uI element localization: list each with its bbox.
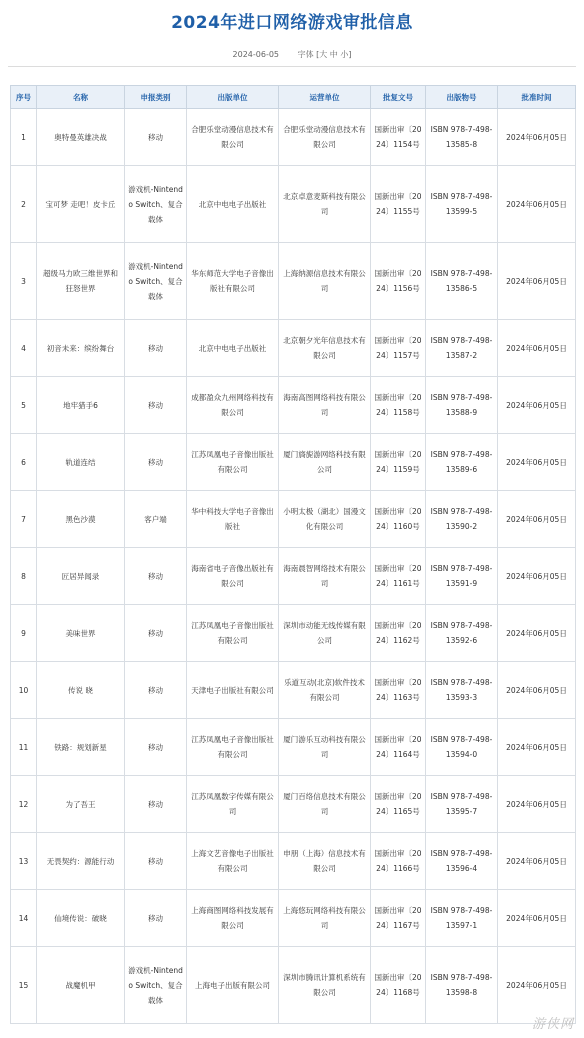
- cell-category: 游戏机-Nintendo Switch、复合载体: [125, 243, 187, 320]
- cell-index: 14: [11, 890, 37, 947]
- title-divider: [8, 66, 576, 67]
- cell-name: 仙境传说：破晓: [37, 890, 125, 947]
- cell-approval-date: 2024年06月05日: [498, 548, 576, 605]
- table-row: [11, 776, 576, 833]
- cell-operator: 深圳市腾讯计算机系统有限公司: [279, 947, 371, 1024]
- cell-operator: 厦门游乐互动科技有限公司: [279, 719, 371, 776]
- approval-table: [10, 85, 576, 1024]
- cell-isbn: ISBN 978-7-498-13588-9: [426, 377, 498, 434]
- header-index: 序号: [11, 86, 37, 109]
- cell-index: 11: [11, 719, 37, 776]
- cell-category: 移动: [125, 605, 187, 662]
- cell-index: 5: [11, 377, 37, 434]
- cell-operator: 海南高图网络科技有限公司: [279, 377, 371, 434]
- cell-publisher: 上海电子出版有限公司: [187, 947, 279, 1024]
- cell-index: 10: [11, 662, 37, 719]
- cell-publisher: 江苏凤凰电子音像出版社有限公司: [187, 434, 279, 491]
- cell-approval-date: 2024年06月05日: [498, 166, 576, 243]
- cell-index: 12: [11, 776, 37, 833]
- cell-operator: 海南晨智网络技术有限公司: [279, 548, 371, 605]
- cell-isbn: ISBN 978-7-498-13594-0: [426, 719, 498, 776]
- cell-index: 3: [11, 243, 37, 320]
- cell-index: 13: [11, 833, 37, 890]
- publish-date: 2024-06-05: [232, 50, 280, 59]
- cell-name: 传说 晓: [37, 662, 125, 719]
- cell-name: 铁路：规划新星: [37, 719, 125, 776]
- cell-approval-date: 2024年06月05日: [498, 890, 576, 947]
- cell-approval-date: 2024年06月05日: [498, 947, 576, 1024]
- cell-approval-no: 国新出审〔2024〕1166号: [371, 833, 426, 890]
- cell-name: 为了吾王: [37, 776, 125, 833]
- table-row: [11, 890, 576, 947]
- cell-publisher: 天津电子出版社有限公司: [187, 662, 279, 719]
- site-watermark: 游侠网: [531, 1017, 574, 1032]
- cell-isbn: ISBN 978-7-498-13590-2: [426, 491, 498, 548]
- cell-approval-date: 2024年06月05日: [498, 109, 576, 166]
- table-row: [11, 377, 576, 434]
- cell-name: 宝可梦 走吧！皮卡丘: [37, 166, 125, 243]
- cell-operator: 上海悠玩网络科技有限公司: [279, 890, 371, 947]
- cell-approval-date: 2024年06月05日: [498, 605, 576, 662]
- cell-approval-no: 国新出审〔2024〕1165号: [371, 776, 426, 833]
- cell-category: 移动: [125, 890, 187, 947]
- cell-index: 9: [11, 605, 37, 662]
- cell-publisher: 北京中电电子出版社: [187, 320, 279, 377]
- table-row: [11, 491, 576, 548]
- cell-isbn: ISBN 978-7-498-13595-7: [426, 776, 498, 833]
- cell-publisher: 海南省电子音像出版社有限公司: [187, 548, 279, 605]
- cell-category: 游戏机-Nintendo Switch、复合载体: [125, 947, 187, 1024]
- cell-index: 7: [11, 491, 37, 548]
- cell-publisher: 北京中电电子出版社: [187, 166, 279, 243]
- cell-category: 移动: [125, 434, 187, 491]
- cell-approval-no: 国新出审〔2024〕1159号: [371, 434, 426, 491]
- header-isbn: 出版物号: [426, 86, 498, 109]
- font-size-label: 字体: [297, 50, 314, 59]
- cell-operator: 乐道互动(北京)软件技术有限公司: [279, 662, 371, 719]
- header-publisher: 出版单位: [187, 86, 279, 109]
- cell-category: 移动: [125, 320, 187, 377]
- cell-publisher: 华中科技大学电子音像出版社: [187, 491, 279, 548]
- cell-category: 游戏机-Nintendo Switch、复合载体: [125, 166, 187, 243]
- cell-category: 移动: [125, 833, 187, 890]
- cell-operator: 上海纳源信息技术有限公司: [279, 243, 371, 320]
- cell-publisher: 华东师范大学电子音像出版社有限公司: [187, 243, 279, 320]
- cell-operator: 厦门百络信息技术有限公司: [279, 776, 371, 833]
- header-operator: 运营单位: [279, 86, 371, 109]
- table-header-row: [11, 86, 576, 109]
- header-category: 申报类别: [125, 86, 187, 109]
- cell-isbn: ISBN 978-7-498-13598-8: [426, 947, 498, 1024]
- cell-approval-date: 2024年06月05日: [498, 377, 576, 434]
- cell-publisher: 上海商图网络科技发展有限公司: [187, 890, 279, 947]
- page-title: 2024年进口网络游戏审批信息: [171, 13, 413, 33]
- cell-approval-no: 国新出审〔2024〕1157号: [371, 320, 426, 377]
- cell-publisher: 江苏凤凰电子音像出版社有限公司: [187, 719, 279, 776]
- table-row: [11, 833, 576, 890]
- cell-index: 8: [11, 548, 37, 605]
- font-size-options[interactable]: [大 中 小]: [316, 50, 352, 59]
- cell-name: 超级马力欧三维世界和狂怒世界: [37, 243, 125, 320]
- cell-approval-no: 国新出审〔2024〕1158号: [371, 377, 426, 434]
- cell-name: 无畏契约：源能行动: [37, 833, 125, 890]
- cell-isbn: ISBN 978-7-498-13593-3: [426, 662, 498, 719]
- cell-name: 美味世界: [37, 605, 125, 662]
- table-row: [11, 947, 576, 1024]
- cell-approval-no: 国新出审〔2024〕1167号: [371, 890, 426, 947]
- table-row: [11, 719, 576, 776]
- cell-approval-date: 2024年06月05日: [498, 434, 576, 491]
- cell-operator: 小明太极（湖北）国漫文化有限公司: [279, 491, 371, 548]
- cell-category: 移动: [125, 662, 187, 719]
- cell-operator: 深圳市动能无线传媒有限公司: [279, 605, 371, 662]
- cell-category: 移动: [125, 719, 187, 776]
- table-row: [11, 109, 576, 166]
- table-row: [11, 243, 576, 320]
- cell-name: 初音未来：缤纷舞台: [37, 320, 125, 377]
- header-name: 名称: [37, 86, 125, 109]
- cell-approval-no: 国新出审〔2024〕1162号: [371, 605, 426, 662]
- cell-isbn: ISBN 978-7-498-13589-6: [426, 434, 498, 491]
- cell-approval-no: 国新出审〔2024〕1156号: [371, 243, 426, 320]
- cell-category: 移动: [125, 377, 187, 434]
- cell-approval-no: 国新出审〔2024〕1155号: [371, 166, 426, 243]
- cell-approval-no: 国新出审〔2024〕1161号: [371, 548, 426, 605]
- cell-isbn: ISBN 978-7-498-13592-6: [426, 605, 498, 662]
- table-row: [11, 166, 576, 243]
- cell-publisher: 合肥乐堂动漫信息技术有限公司: [187, 109, 279, 166]
- cell-name: 奥特曼英雄决战: [37, 109, 125, 166]
- cell-operator: 北京卓意麦斯科技有限公司: [279, 166, 371, 243]
- cell-operator: 北京朝夕光年信息技术有限公司: [279, 320, 371, 377]
- cell-isbn: ISBN 978-7-498-13585-8: [426, 109, 498, 166]
- cell-index: 6: [11, 434, 37, 491]
- table-row: [11, 320, 576, 377]
- cell-approval-no: 国新出审〔2024〕1154号: [371, 109, 426, 166]
- cell-index: 4: [11, 320, 37, 377]
- cell-index: 15: [11, 947, 37, 1024]
- cell-approval-date: 2024年06月05日: [498, 320, 576, 377]
- cell-index: 2: [11, 166, 37, 243]
- table-row: [11, 605, 576, 662]
- cell-index: 1: [11, 109, 37, 166]
- article-meta: [0, 49, 584, 60]
- table-row: [11, 434, 576, 491]
- cell-approval-date: 2024年06月05日: [498, 662, 576, 719]
- cell-name: 黑色沙漠: [37, 491, 125, 548]
- cell-category: 移动: [125, 109, 187, 166]
- cell-name: 地牢猎手6: [37, 377, 125, 434]
- cell-isbn: ISBN 978-7-498-13591-9: [426, 548, 498, 605]
- cell-publisher: 江苏凤凰电子音像出版社有限公司: [187, 605, 279, 662]
- font-size-control: [298, 50, 352, 59]
- cell-name: 匠居异闻录: [37, 548, 125, 605]
- cell-operator: 合肥乐堂动漫信息技术有限公司: [279, 109, 371, 166]
- cell-approval-date: 2024年06月05日: [498, 833, 576, 890]
- header-approval-no: 批复文号: [371, 86, 426, 109]
- cell-approval-no: 国新出审〔2024〕1160号: [371, 491, 426, 548]
- cell-publisher: 成都盈众九州网络科技有限公司: [187, 377, 279, 434]
- table-row: [11, 548, 576, 605]
- header-approval-date: 批准时间: [498, 86, 576, 109]
- cell-approval-date: 2024年06月05日: [498, 776, 576, 833]
- cell-approval-no: 国新出审〔2024〕1168号: [371, 947, 426, 1024]
- cell-name: 战魔机甲: [37, 947, 125, 1024]
- cell-operator: 申朋（上海）信息技术有限公司: [279, 833, 371, 890]
- cell-isbn: ISBN 978-7-498-13599-5: [426, 166, 498, 243]
- cell-approval-no: 国新出审〔2024〕1163号: [371, 662, 426, 719]
- cell-isbn: ISBN 978-7-498-13596-4: [426, 833, 498, 890]
- cell-isbn: ISBN 978-7-498-13597-1: [426, 890, 498, 947]
- cell-name: 轨道连结: [37, 434, 125, 491]
- cell-publisher: 上海文艺音像电子出版社有限公司: [187, 833, 279, 890]
- cell-category: 移动: [125, 548, 187, 605]
- cell-category: 移动: [125, 776, 187, 833]
- cell-operator: 厦门旖旎游网络科技有限公司: [279, 434, 371, 491]
- cell-category: 客户端: [125, 491, 187, 548]
- cell-approval-no: 国新出审〔2024〕1164号: [371, 719, 426, 776]
- cell-approval-date: 2024年06月05日: [498, 491, 576, 548]
- cell-isbn: ISBN 978-7-498-13587-2: [426, 320, 498, 377]
- cell-publisher: 江苏凤凰数字传媒有限公司: [187, 776, 279, 833]
- table-row: [11, 662, 576, 719]
- cell-isbn: ISBN 978-7-498-13586-5: [426, 243, 498, 320]
- cell-approval-date: 2024年06月05日: [498, 243, 576, 320]
- cell-approval-date: 2024年06月05日: [498, 719, 576, 776]
